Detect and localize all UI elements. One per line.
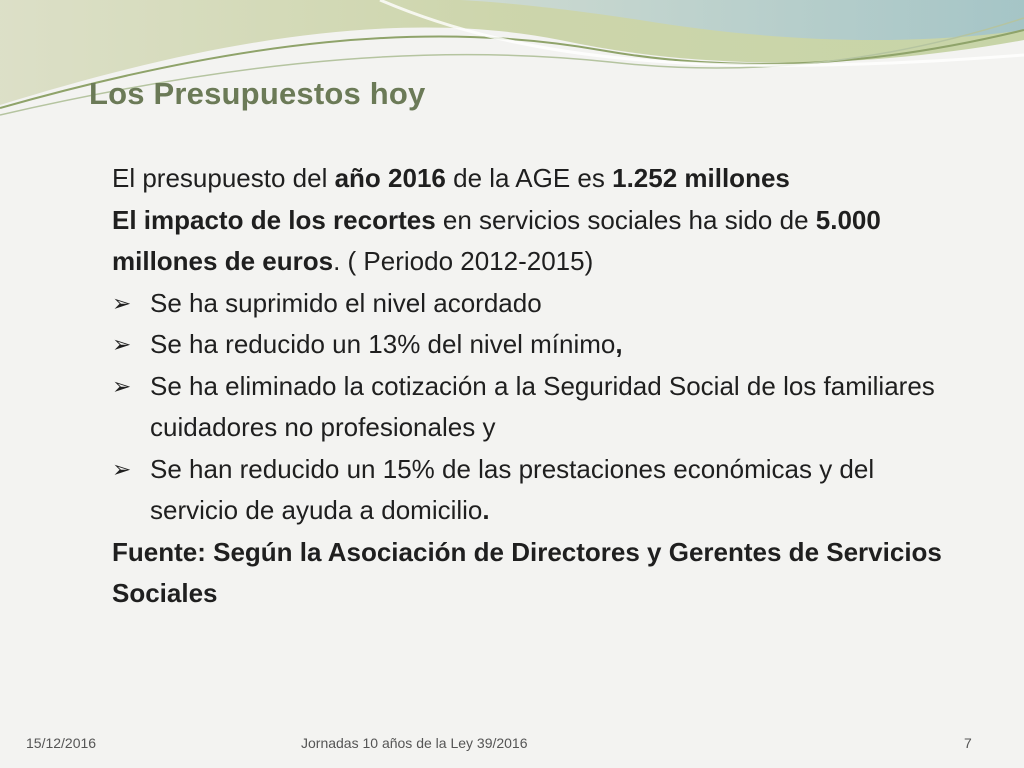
arrowhead-bullet-icon: ➢ (112, 455, 132, 482)
text-segment: de la AGE es (445, 163, 613, 193)
bullet-text (150, 449, 942, 532)
source-note (112, 532, 942, 615)
bullet-item (112, 449, 942, 532)
bullet-item (112, 324, 942, 366)
bullet-item (112, 283, 942, 325)
text-segment: en servicios sociales ha sido de (435, 204, 816, 235)
text-segment-bold: 5.000 millones de euros (112, 204, 881, 276)
header-wave-decoration (0, 0, 1024, 140)
slide-title: Los Presupuestos hoy (89, 76, 426, 111)
slide-body (112, 158, 942, 615)
arrowhead-bullet-icon: ➢ (112, 331, 132, 357)
text-segment-bold: , (615, 329, 623, 359)
text-segment: El presupuesto del (112, 163, 335, 193)
footer-event-title: Jornadas 10 años de la Ley 39/2016 (301, 735, 528, 751)
bullet-text (150, 366, 942, 449)
text-segment-bold: El impacto de los recortes (112, 204, 436, 235)
bullet-text (150, 324, 942, 366)
text-segment: Se ha reducido un 13% del nivel mínimo (150, 329, 616, 359)
paragraph-budget (112, 158, 942, 200)
arrowhead-bullet-icon: ➢ (112, 289, 132, 316)
text-segment-bold: 1.252 millones (612, 163, 790, 193)
bullet-text (150, 283, 942, 325)
source-text: Fuente: Según la Asociación de Directores y Gerentes de Servicios Sociales (112, 536, 942, 608)
text-segment: Se ha eliminado la cotización a la Seguridad Social de los familiares cuidadores no profesionales y (150, 370, 935, 442)
text-segment: . ( Periodo 2012-2015) (333, 246, 594, 276)
paragraph-impact (112, 200, 942, 283)
text-segment: Se han reducido un 15% de las prestaciones económicas y del servicio de ayuda a domicilio (150, 453, 875, 525)
text-segment-bold: . (482, 495, 490, 525)
text-segment: Se ha suprimido el nivel acordado (150, 287, 542, 318)
footer-page-number: 7 (964, 735, 972, 751)
bullet-item (112, 366, 942, 449)
text-segment-bold: año 2016 (334, 163, 446, 193)
footer-date: 15/12/2016 (26, 735, 97, 751)
arrowhead-bullet-icon: ➢ (112, 372, 132, 399)
